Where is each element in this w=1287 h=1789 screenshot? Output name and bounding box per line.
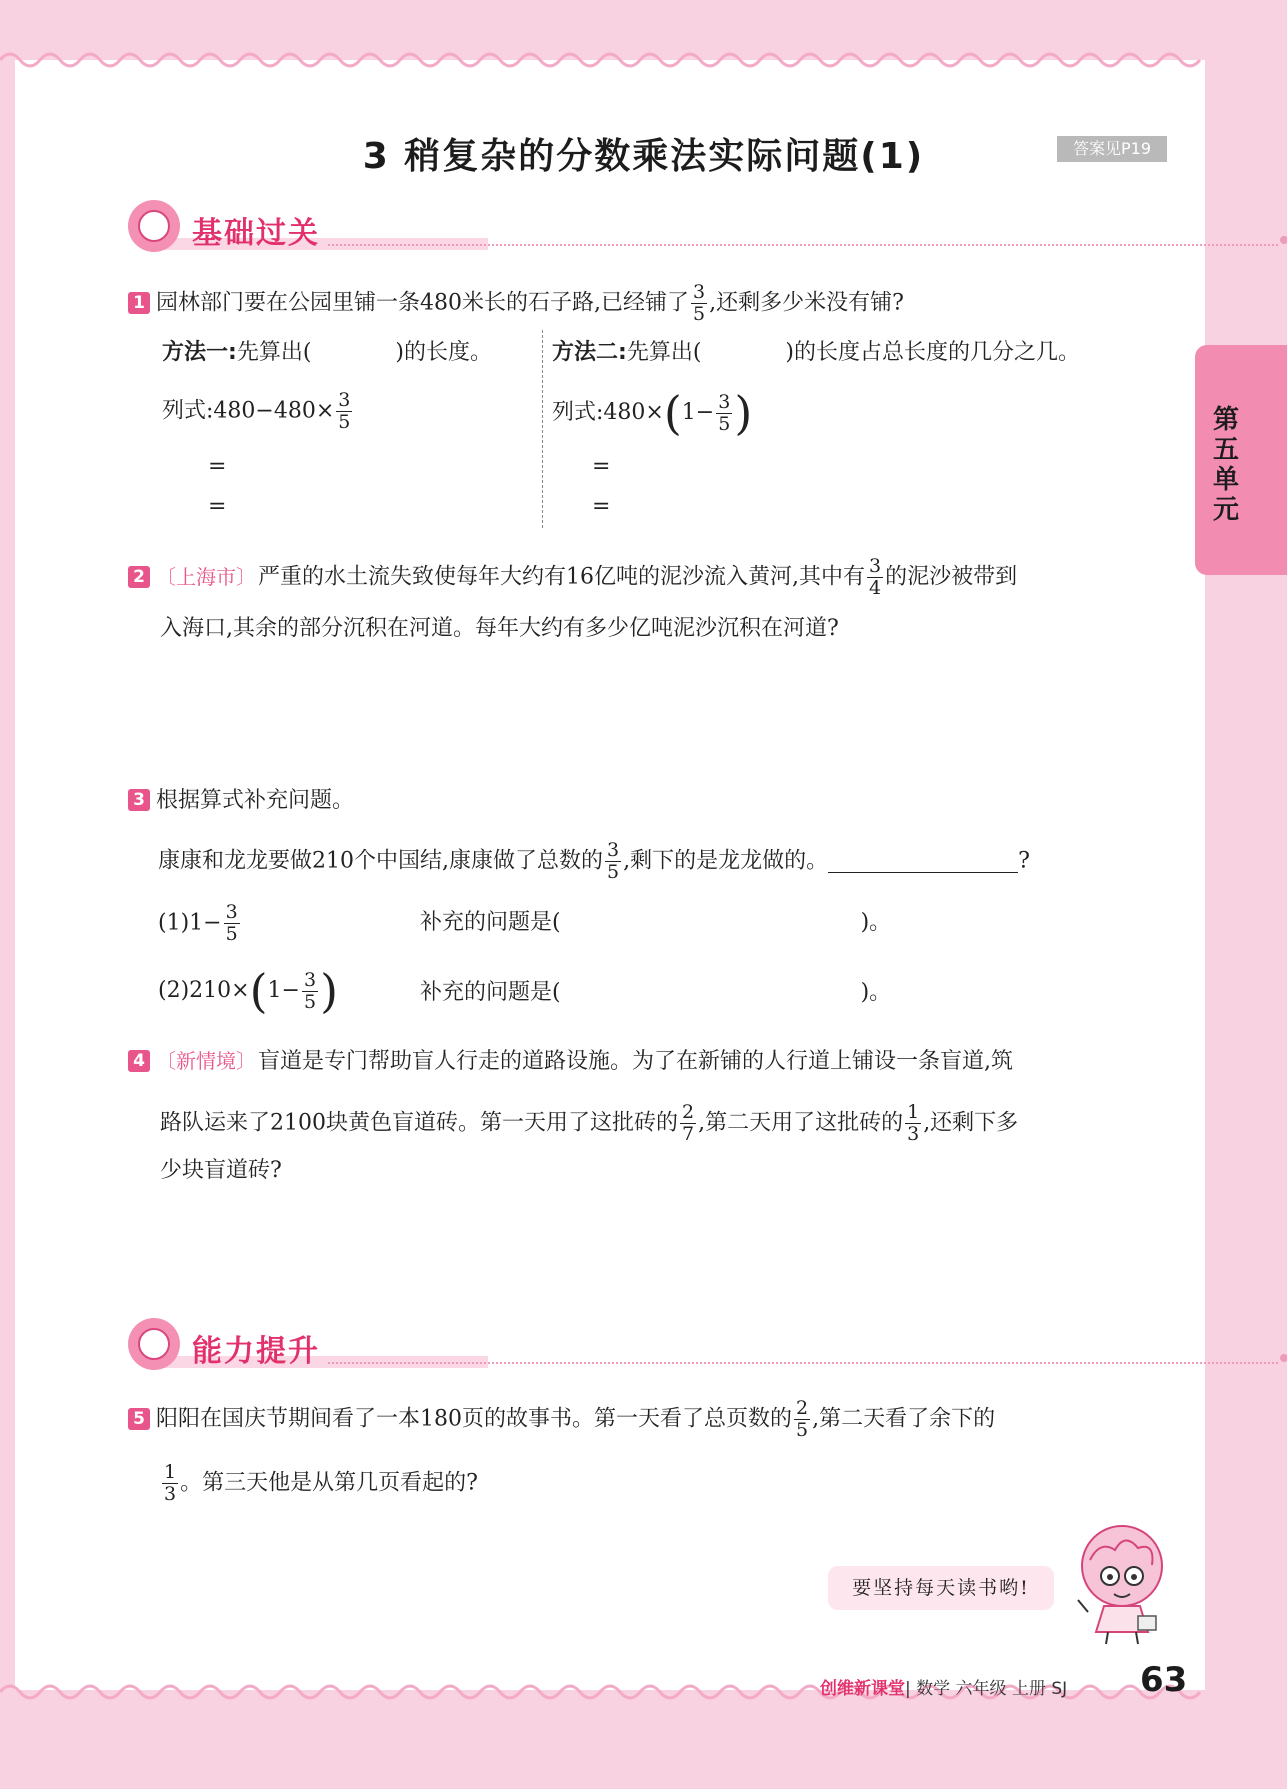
question-4-line-2 bbox=[160, 1102, 1018, 1145]
q3-part-1-formula bbox=[158, 902, 242, 945]
method-text: )的长度。 bbox=[395, 340, 492, 365]
question-1 bbox=[128, 282, 904, 325]
method-2-formula: 列式:480×(1− $\frac{3}{5}$ ) bbox=[552, 386, 753, 440]
method-divider bbox=[542, 330, 543, 528]
dot-decoration bbox=[1280, 236, 1287, 244]
fraction: $\frac{3}{5}$ bbox=[718, 390, 731, 435]
page-footer bbox=[820, 1674, 1067, 1699]
fraction: $\frac{3}{5}$ bbox=[607, 839, 620, 883]
section-badge-icon bbox=[128, 1318, 180, 1370]
question-text: 康康和龙龙要做210个中国结,康康做了总数的 bbox=[158, 848, 603, 874]
question-number: 4 bbox=[128, 1050, 150, 1072]
question-text: ,剩下的是龙龙做的。 bbox=[623, 848, 829, 874]
unit-side-tab bbox=[1195, 345, 1287, 575]
side-tab-char: 五 bbox=[1212, 435, 1239, 465]
side-tab-char: 第 bbox=[1212, 405, 1239, 435]
question-4 bbox=[128, 1046, 1013, 1077]
context-tag: 〔新情境〕 bbox=[156, 1049, 256, 1073]
brand-name: 创维新课堂 bbox=[820, 1679, 905, 1699]
question-text: ,第二天看了余下的 bbox=[812, 1406, 996, 1432]
fill-label: 补充的问题是( bbox=[420, 980, 561, 1005]
question-text: ,还剩多少米没有铺? bbox=[709, 290, 904, 316]
fraction: $\frac{3}{4}$ bbox=[869, 555, 882, 599]
fraction: $\frac{2}{7}$ bbox=[682, 1101, 695, 1145]
question-text: ? bbox=[1018, 848, 1030, 874]
bottom-border bbox=[0, 1690, 1287, 1789]
question-title: 根据算式补充问题。 bbox=[156, 788, 355, 813]
fill-end: )。 bbox=[860, 910, 892, 935]
fraction: $\frac{3}{5}$ bbox=[338, 389, 351, 433]
question-3 bbox=[128, 786, 354, 816]
answer-blank-line[interactable] bbox=[828, 850, 1018, 873]
question-4-line-3: 少块盲道砖? bbox=[160, 1158, 282, 1183]
section-header-advanced bbox=[128, 1318, 1287, 1374]
fraction: $\frac{1}{3}$ bbox=[164, 1461, 177, 1505]
q3-part-2-fill bbox=[420, 978, 891, 1008]
question-text: 路队运来了2100块黄色盲道砖。第一天用了这批砖的 bbox=[160, 1110, 678, 1136]
question-text: 。第三天他是从第几页看起的? bbox=[180, 1470, 478, 1496]
question-2-line-2: 入海口,其余的部分沉积在河道。每年大约有多少亿吨泥沙沉积在河道? bbox=[160, 616, 839, 641]
right-border bbox=[1205, 0, 1287, 1789]
page-title: 3 稍复杂的分数乘法实际问题(1) bbox=[362, 136, 925, 177]
question-text: 阳阳在国庆节期间看了一本180页的故事书。第一天看了总页数的 bbox=[156, 1406, 792, 1432]
dotted-rule bbox=[328, 244, 1278, 246]
formula-text: (2)210× bbox=[158, 978, 250, 1003]
section-header-basic bbox=[128, 200, 1287, 256]
equals-line: = bbox=[208, 494, 227, 519]
equals-line: = bbox=[592, 494, 611, 519]
method-text: )的长度占总长度的几分之几。 bbox=[785, 340, 1080, 365]
mascot-face-icon bbox=[138, 1328, 170, 1360]
method-label: 方法一: bbox=[162, 340, 237, 365]
speech-bubble: 要坚持每天读书哟! bbox=[828, 1566, 1054, 1610]
question-5-line-2 bbox=[160, 1462, 478, 1505]
side-tab-char: 单 bbox=[1212, 465, 1239, 495]
method-text: 先算出( bbox=[626, 340, 702, 365]
question-text: 盲道是专门帮助盲人行走的道路设施。为了在新铺的人行道上铺设一条盲道,筑 bbox=[258, 1049, 1013, 1074]
fraction: $\frac{3}{5}$ bbox=[693, 281, 706, 325]
fraction: $\frac{3}{5}$ bbox=[303, 968, 317, 1013]
page-number: 63 bbox=[1140, 1660, 1188, 1700]
dotted-rule bbox=[328, 1362, 1278, 1364]
formula-text: (1)1− bbox=[158, 910, 222, 936]
q3-part-1-fill bbox=[420, 908, 891, 938]
question-text: ,还剩下多 bbox=[923, 1110, 1019, 1136]
question-number: 5 bbox=[128, 1408, 150, 1430]
book-info: | 数学 六年级 上册 SJ bbox=[905, 1679, 1068, 1699]
equals-line: = bbox=[208, 454, 227, 479]
mascot-illustration-icon bbox=[1060, 1520, 1180, 1650]
question-text: 园林部门要在公园里铺一条480米长的石子路,已经铺了 bbox=[156, 290, 689, 316]
method-text: 先算出( bbox=[236, 340, 312, 365]
formula-text: 1− bbox=[267, 978, 300, 1003]
answer-reference-badge: 答案见P19 bbox=[1057, 136, 1167, 162]
left-border bbox=[0, 0, 15, 1789]
question-text: 的泥沙被带到 bbox=[885, 564, 1018, 590]
fraction: $\frac{3}{5}$ bbox=[225, 901, 238, 945]
fraction: $\frac{2}{5}$ bbox=[796, 1397, 809, 1441]
formula-text: 列式:480× bbox=[552, 400, 664, 425]
formula-text: 1− bbox=[681, 400, 715, 425]
method-2-line bbox=[552, 338, 1080, 368]
question-number: 2 bbox=[128, 566, 150, 588]
method-1-line bbox=[162, 338, 492, 368]
question-number: 1 bbox=[128, 292, 150, 314]
bottom-wave-decoration bbox=[0, 1680, 1287, 1704]
top-wave-decoration bbox=[0, 48, 1287, 72]
formula-text: 列式:480−480× bbox=[162, 398, 335, 424]
section-title: 基础过关 bbox=[192, 216, 320, 251]
fraction: $\frac{1}{3}$ bbox=[907, 1101, 920, 1145]
section-badge-icon bbox=[128, 200, 180, 252]
q3-part-2-formula: (2)210×(1− $\frac{3}{5}$ ) bbox=[158, 964, 339, 1018]
unit-side-tab-label bbox=[1195, 405, 1257, 525]
method-label: 方法二: bbox=[552, 340, 627, 365]
section-title: 能力提升 bbox=[192, 1334, 320, 1369]
question-text: 严重的水土流失致使每年大约有16亿吨的泥沙流入黄河,其中有 bbox=[258, 564, 865, 590]
side-tab-char: 元 bbox=[1212, 495, 1239, 525]
question-3-stem bbox=[158, 840, 1030, 883]
question-text: ,第二天用了这批砖的 bbox=[698, 1110, 904, 1136]
question-number: 3 bbox=[128, 789, 150, 811]
question-5 bbox=[128, 1398, 995, 1441]
mascot-face-icon bbox=[138, 210, 170, 242]
dot-decoration bbox=[1280, 1354, 1287, 1362]
method-1-formula bbox=[162, 390, 354, 433]
fill-end: )。 bbox=[860, 980, 892, 1005]
equals-line: = bbox=[592, 454, 611, 479]
fill-label: 补充的问题是( bbox=[420, 910, 561, 935]
question-2 bbox=[128, 556, 1017, 599]
region-tag: 〔上海市〕 bbox=[156, 564, 256, 589]
